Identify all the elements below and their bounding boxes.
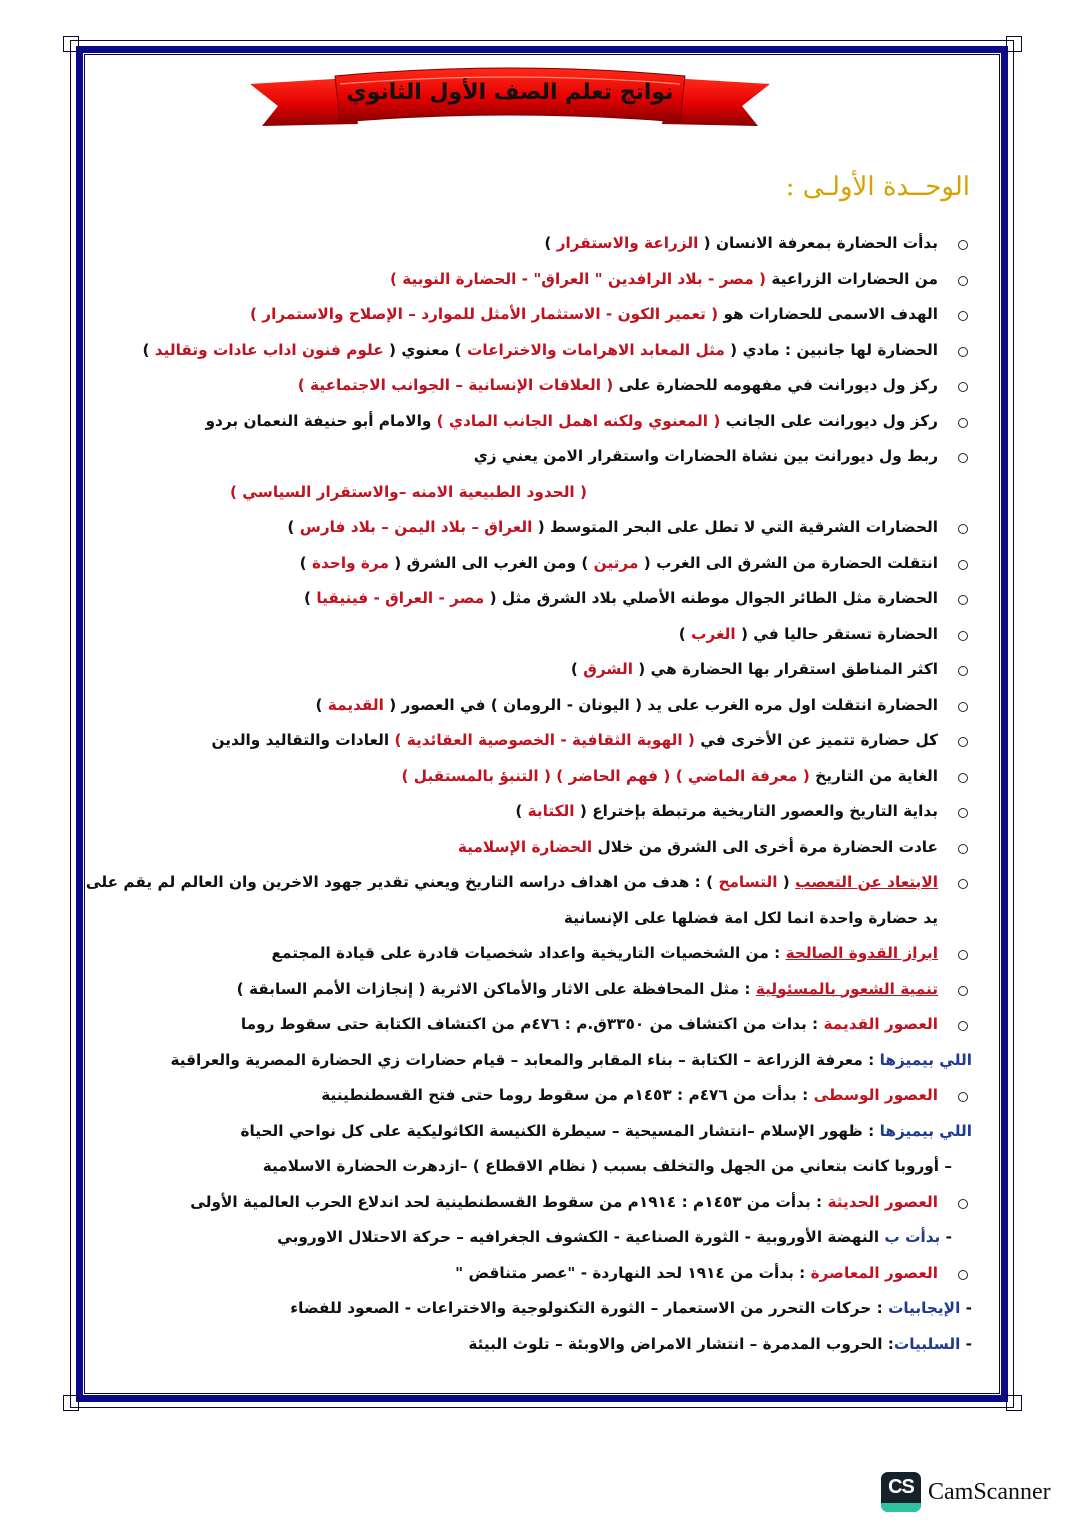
text-segment: النهضة الأوروبية - الثورة الصناعية - الكشوف الجغرافيه – حركة الاحتلال الاوروبي bbox=[277, 1228, 885, 1246]
text-segment: ) bbox=[142, 340, 155, 359]
note-line bbox=[92, 901, 972, 937]
label-text: بدأت ب bbox=[884, 1228, 941, 1246]
bullet-item bbox=[92, 368, 972, 404]
text-segment: ) bbox=[544, 234, 557, 252]
bullet-item bbox=[92, 297, 972, 333]
label-text: اللي بيميزها bbox=[879, 1121, 972, 1140]
note-line bbox=[92, 475, 972, 511]
bullet-item bbox=[92, 794, 972, 830]
banner-title: نواتج تعلم الصف الأول الثانوي bbox=[346, 80, 674, 105]
text-segment: الحضارة لها جانبين : مادي ( bbox=[724, 340, 938, 359]
text-segment: الحضارة انتقلت اول مره الغرب على يد ( اليونان - الرومان ) في العصور ( bbox=[383, 695, 938, 714]
text-segment: : ظهور الإسلام –انتشار المسيحية – سيطرة الكنيسة الكاثوليكية على كل نواحي الحياة bbox=[240, 1121, 880, 1140]
text-segment: ) bbox=[570, 660, 584, 678]
bullet-item bbox=[92, 936, 972, 972]
bullet-item bbox=[92, 1256, 972, 1292]
text-segment: كل حضارة تتميز عن الأخرى في bbox=[694, 731, 938, 749]
highlight-text: الغرب bbox=[691, 624, 736, 643]
underlined-term: ابراز القدوة الصالحة bbox=[785, 944, 938, 962]
border-corner-ornament bbox=[63, 1395, 79, 1411]
text-segment: : معرفة الزراعة – الكتابة – بناء المقابر والمعابد – قيام حضارات زي الحضارة المصرية والعراقية bbox=[170, 1050, 880, 1069]
bullet-item bbox=[92, 546, 972, 582]
label-text: السلبيات bbox=[893, 1334, 961, 1353]
text-segment: : حركات التحرر من الاستعمار – الثورة التكنولوجية والاختراعات - الصعود للفضاء bbox=[290, 1299, 889, 1317]
note-line bbox=[92, 1291, 972, 1327]
text-segment: بدأت الحضارة بمعرفة الانسان ( bbox=[698, 234, 938, 252]
bullet-item bbox=[92, 617, 972, 653]
highlight-text: ( الهوية الثقافية - الخصوصية العقائدية ) bbox=[394, 731, 695, 749]
highlight-text: مرة واحدة bbox=[311, 553, 389, 572]
highlight-text: ( المعنوي ولكنه اهمل الجانب المادي ) bbox=[436, 411, 721, 430]
bullet-item bbox=[92, 652, 972, 688]
text-segment: ) bbox=[678, 624, 692, 643]
text-segment: والامام أبو حنيفة النعمان بردو bbox=[205, 411, 437, 430]
highlight-text: العصور الحديثة bbox=[827, 1192, 938, 1211]
highlight-text: العصور الوسطى bbox=[813, 1086, 938, 1104]
note-line bbox=[92, 1114, 972, 1150]
highlight-text: العصور المعاصرة bbox=[810, 1263, 938, 1282]
text-segment: ) bbox=[315, 695, 328, 714]
highlight-text: ( تعمير الكون - الاستثمار الأمثل للموارد – الإصلاح والاستمرار ) bbox=[249, 305, 719, 323]
bullet-item bbox=[92, 404, 972, 440]
label-text: الإيجابيات bbox=[888, 1299, 961, 1317]
bullet-item bbox=[92, 1078, 972, 1114]
camscanner-logo bbox=[881, 1472, 921, 1512]
highlight-text: ( الحدود الطبيعية الامنه –والاستقرار السياسي ) bbox=[229, 482, 587, 501]
highlight-text: مثل المعابد الاهرامات والاختراعات bbox=[466, 340, 725, 359]
bullet-item bbox=[92, 830, 972, 866]
text-segment: ربط ول ديورانت بين نشاة الحضارات واستقرار الامن يعني زي bbox=[473, 447, 938, 465]
highlight-text: التسامح bbox=[718, 873, 778, 891]
note-line bbox=[92, 1327, 972, 1363]
camscanner-logo-text: CS bbox=[888, 1476, 914, 1498]
border-corner-ornament bbox=[63, 36, 79, 52]
text-segment: الحضارات الشرقية التي لا تطل على البحر المتوسط ( bbox=[532, 518, 938, 536]
highlight-text: ( مصر - بلاد الرافدين " العراق" - الحضارة النوبية ) bbox=[389, 269, 766, 288]
unit-title: الوحــدة الأولـى : bbox=[785, 172, 970, 202]
note-line bbox=[92, 1149, 972, 1185]
bullet-item bbox=[92, 759, 972, 795]
text-segment: - bbox=[960, 1299, 972, 1317]
highlight-text: الحضارة الإسلامية bbox=[457, 837, 593, 856]
text-segment: ) bbox=[287, 518, 300, 536]
text-segment: ) bbox=[515, 802, 528, 820]
underlined-term: تنمية الشعور بالمسئولية bbox=[755, 979, 938, 998]
text-segment: الغاية من التاريخ bbox=[809, 766, 938, 785]
bullet-item bbox=[92, 972, 972, 1008]
bullet-item bbox=[92, 510, 972, 546]
bullet-item bbox=[92, 1185, 972, 1221]
label-text: اللي بيميزها bbox=[879, 1050, 972, 1069]
text-segment: ) ومن الغرب الى الشرق ( bbox=[388, 553, 594, 572]
text-segment: - bbox=[940, 1228, 952, 1246]
highlight-text: الزراعة والاستقرار bbox=[556, 234, 699, 252]
text-segment: ( bbox=[777, 873, 796, 891]
text-segment: – أوروبا كانت بتعاني من الجهل والتخلف بسبب ( نظام الاقطاع ) –ازدهرت الحضارة الاسلامية bbox=[262, 1157, 952, 1175]
text-segment: الهدف الاسمى للحضارات هو bbox=[718, 305, 938, 323]
text-segment: ) : هدف من اهداف دراسه التاريخ ويعني تقدير جهود الاخرين وان العالم لم يقم على bbox=[85, 873, 719, 891]
highlight-text: مرتين bbox=[593, 553, 639, 572]
text-segment: ) bbox=[304, 589, 317, 607]
bullet-item bbox=[92, 723, 972, 759]
highlight-text: ( العلاقات الإنسانية – الجوانب الاجتماعية ) bbox=[297, 376, 614, 394]
bullet-item bbox=[92, 262, 972, 298]
highlight-text: علوم فنون اداب عادات وتقاليد bbox=[154, 340, 384, 359]
note-line bbox=[92, 1043, 972, 1079]
border-corner-ornament bbox=[1006, 1395, 1022, 1411]
text-segment: : بدأت من ١٩١٤ لحد النهاردة - "عصر متناقض " bbox=[455, 1263, 811, 1282]
text-segment: انتقلت الحضارة من الشرق الى الغرب ( bbox=[638, 553, 938, 572]
highlight-text: مصر - العراق - فينيقيا bbox=[316, 589, 485, 607]
text-segment: : مثل المحافظة على الاثار والأماكن الاثرية ( إنجازات الأمم السابقة ) bbox=[236, 979, 756, 998]
text-segment: الحضارة مثل الطائر الجوال موطنه الأصلي بلاد الشرق مثل ( bbox=[484, 589, 938, 607]
text-segment: العادات والتقاليد والدين bbox=[211, 731, 395, 749]
notes-list bbox=[85, 226, 972, 1362]
text-segment: بداية التاريخ والعصور التاريخية مرتبطة بإختراع ( bbox=[574, 802, 938, 820]
bullet-item bbox=[92, 333, 972, 369]
text-segment: ركز ول ديورانت في مفهومه للحضارة على bbox=[613, 376, 938, 394]
bullet-item bbox=[92, 1007, 972, 1043]
underlined-term: الابتعاد عن التعصب bbox=[795, 873, 938, 891]
text-segment: اكثر المناطق استقرار بها الحضارة هي ( bbox=[632, 660, 938, 678]
highlight-text: القديمة bbox=[327, 695, 384, 714]
text-segment: ) bbox=[299, 553, 312, 572]
bullet-item bbox=[92, 226, 972, 262]
camscanner-watermark: CamScanner bbox=[928, 1479, 1051, 1505]
bullet-item bbox=[92, 688, 972, 724]
text-segment: : بدأت من ٤٧٦م : ١٤٥٣م من سقوط روما حتى فتح القسطنطينية bbox=[321, 1086, 814, 1104]
bullet-item bbox=[92, 439, 972, 475]
highlight-text: العراق – بلاد اليمن – بلاد فارس bbox=[299, 518, 533, 536]
highlight-text: العصور القديمة bbox=[823, 1015, 938, 1033]
bullet-item bbox=[85, 865, 972, 901]
text-segment: : الحروب المدمرة – انتشار الامراض والاوبئة – تلوث البيئة bbox=[468, 1334, 894, 1353]
text-segment: يد حضارة واحدة انما لكل امة فضلها على الإنسانية bbox=[563, 908, 938, 927]
text-segment: من الحضارات الزراعية bbox=[766, 269, 938, 288]
text-segment: : بدأت من ١٤٥٣م : ١٩١٤م من سقوط القسطنطينية لحد اندلاع الحرب العالمية الأولى bbox=[190, 1192, 828, 1211]
bullet-item bbox=[92, 581, 972, 617]
note-line bbox=[92, 1220, 972, 1256]
text-segment: الحضارة تستقر حاليا في ( bbox=[735, 624, 938, 643]
text-segment: ) معنوي ( bbox=[383, 340, 467, 359]
highlight-text: الكتابة bbox=[527, 802, 575, 820]
text-segment: ركز ول ديورانت على الجانب bbox=[720, 411, 938, 430]
border-corner-ornament bbox=[1006, 36, 1022, 52]
text-segment: عادت الحضارة مرة أخرى الى الشرق من خلال bbox=[592, 837, 938, 856]
highlight-text: ( معرفة الماضي ) ( فهم الحاضر ) ( التنبؤ بالمستقبل ) bbox=[401, 766, 810, 785]
text-segment: : بدات من اكتشاف من ٣٣٥٠ق.م : ٤٧٦م من اكتشاف الكتابة حتى سقوط روما bbox=[240, 1015, 824, 1033]
text-segment: - bbox=[960, 1334, 972, 1353]
highlight-text: الشرق bbox=[583, 660, 633, 678]
text-segment: : من الشخصيات التاريخية واعداد شخصيات قادرة على قيادة المجتمع bbox=[271, 944, 786, 962]
